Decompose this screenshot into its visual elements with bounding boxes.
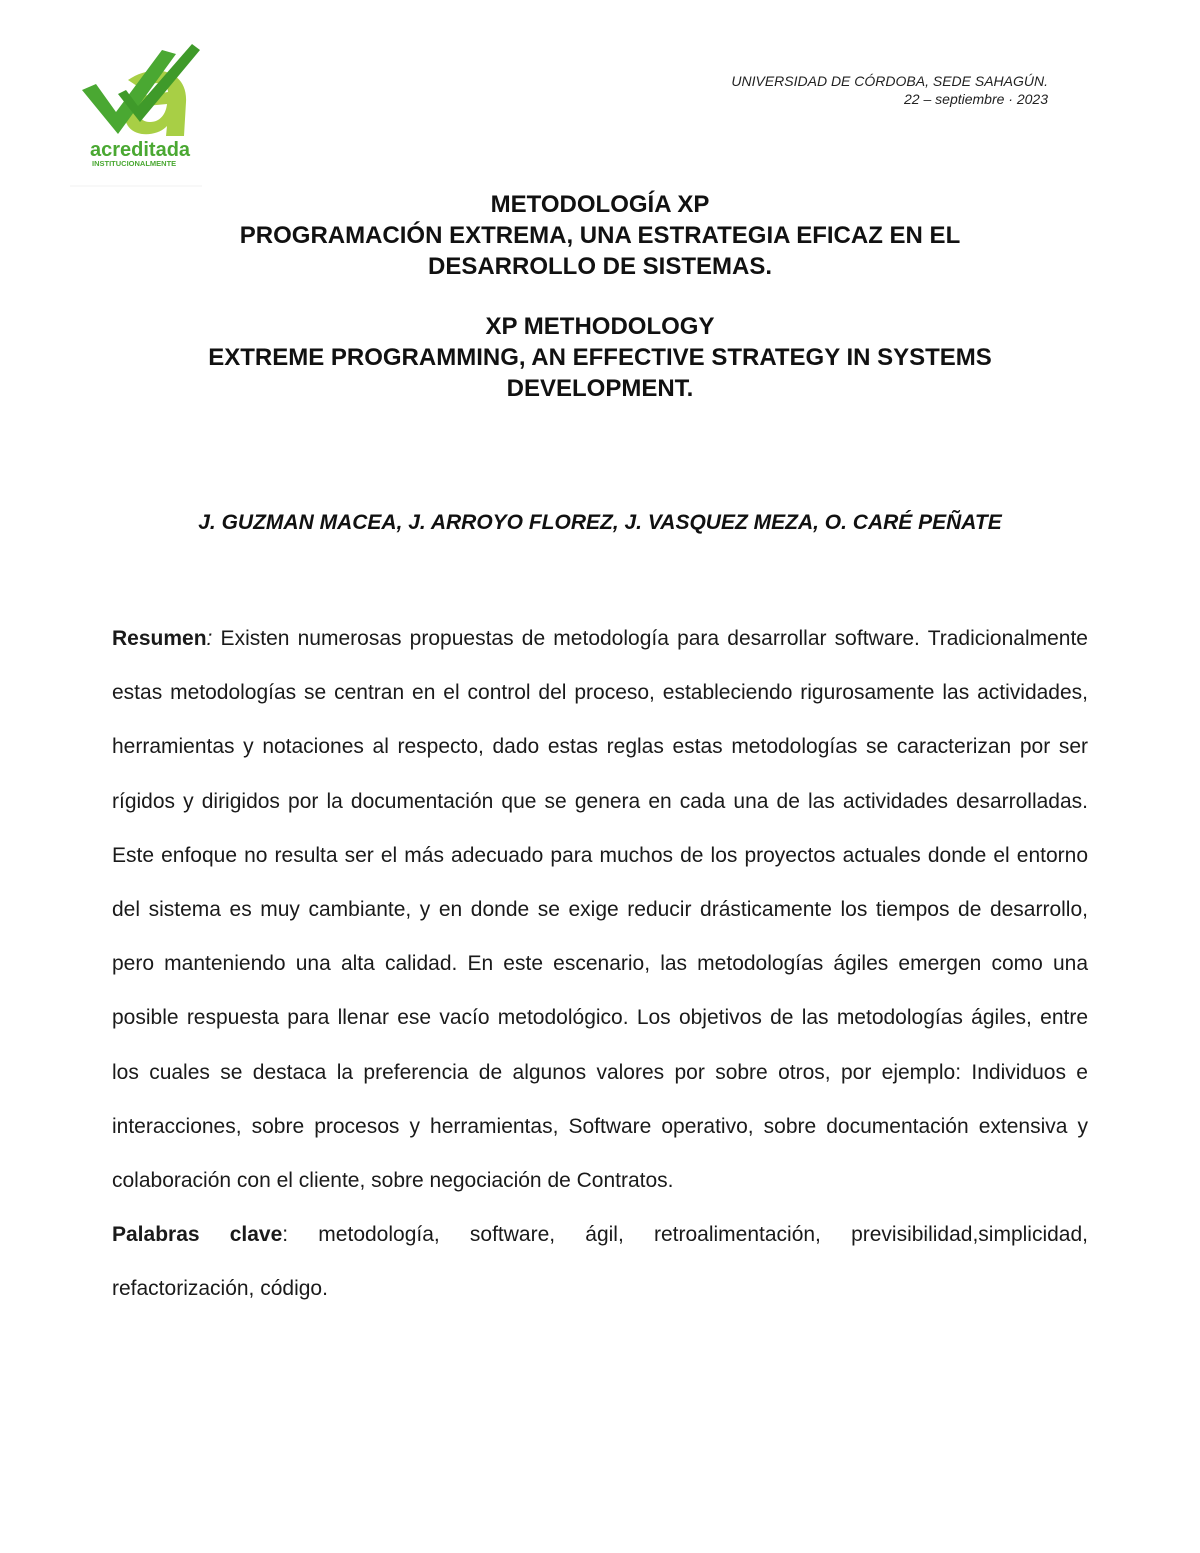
abstract-label: Resumen: [112, 627, 207, 650]
keywords-text: : metodología, software, ágil, retroalimentación, previsibilidad,simplicidad, refactorización, código.: [112, 1223, 1088, 1301]
keywords-label: Palabras clave: [112, 1223, 283, 1247]
title-english: [100, 311, 1100, 404]
institution-name: UNIVERSIDAD DE CÓRDOBA, SEDE SAHAGÚN.: [731, 73, 1048, 89]
document-date: 22 – septiembre · 2023: [904, 91, 1048, 107]
abstract-section: [112, 612, 1088, 1317]
abstract-text: Existen numerosas propuestas de metodología para desarrollar software. Tradicionalmente estas metodologías se centran en el control del proceso, estableciendo rigurosamente las actividades, herramientas y notaciones al respecto, dado estas reglas estas metodologías se caracterizan por ser rígidos y dirigidos por la documentación que se genera en cada una de las actividades desarrolladas. Este enfoque no resulta ser el más adecuado para muchos de los proyectos actuales donde el entorno del sistema es muy cambiante, y en donde se exige reducir drásticamente los tiempos de desarrollo, pero manteniendo una alta calidad. En este escenario, las metodologías ágiles emergen como una posible respuesta para llenar ese vacío metodológico. Los objetivos de las metodologías ágiles, entre los cuales se destaca la preferencia de algunos valores por sobre otros, por ejemplo: Individuos e interacciones, sobre procesos y herramientas, Software operativo, sobre documentación extensiva y colaboración con el cliente, sobre negociación de Contratos.: [112, 627, 1088, 1193]
logo-text: acreditada: [90, 139, 191, 161]
accreditation-logo: [66, 40, 206, 188]
title-en-line-2: EXTREME PROGRAMMING, AN EFFECTIVE STRATEGY IN SYSTEMS: [208, 344, 992, 371]
title-en-line-1: XP METHODOLOGY: [485, 313, 715, 340]
header-info: [731, 72, 1048, 108]
logo-subtext: INSTITUCIONALMENTE: [92, 159, 177, 168]
title-es-line-1: METODOLOGÍA XP: [490, 191, 710, 218]
title-es-line-2: PROGRAMACIÓN EXTREMA, UNA ESTRATEGIA EFICAZ EN EL: [239, 222, 961, 249]
authors: J. GUZMAN MACEA, J. ARROYO FLOREZ, J. VASQUEZ MEZA, O. CARÉ PEÑATE: [198, 511, 1002, 534]
keywords-paragraph: [112, 1208, 1088, 1316]
title-en-line-3: DEVELOPMENT.: [506, 375, 694, 402]
abstract-paragraph: [112, 612, 1088, 1208]
title-spanish: [100, 189, 1100, 282]
abstract-separator: :: [206, 627, 213, 650]
accreditation-check-icon: [66, 40, 206, 188]
title-es-line-3: DESARROLLO DE SISTEMAS.: [427, 253, 773, 280]
